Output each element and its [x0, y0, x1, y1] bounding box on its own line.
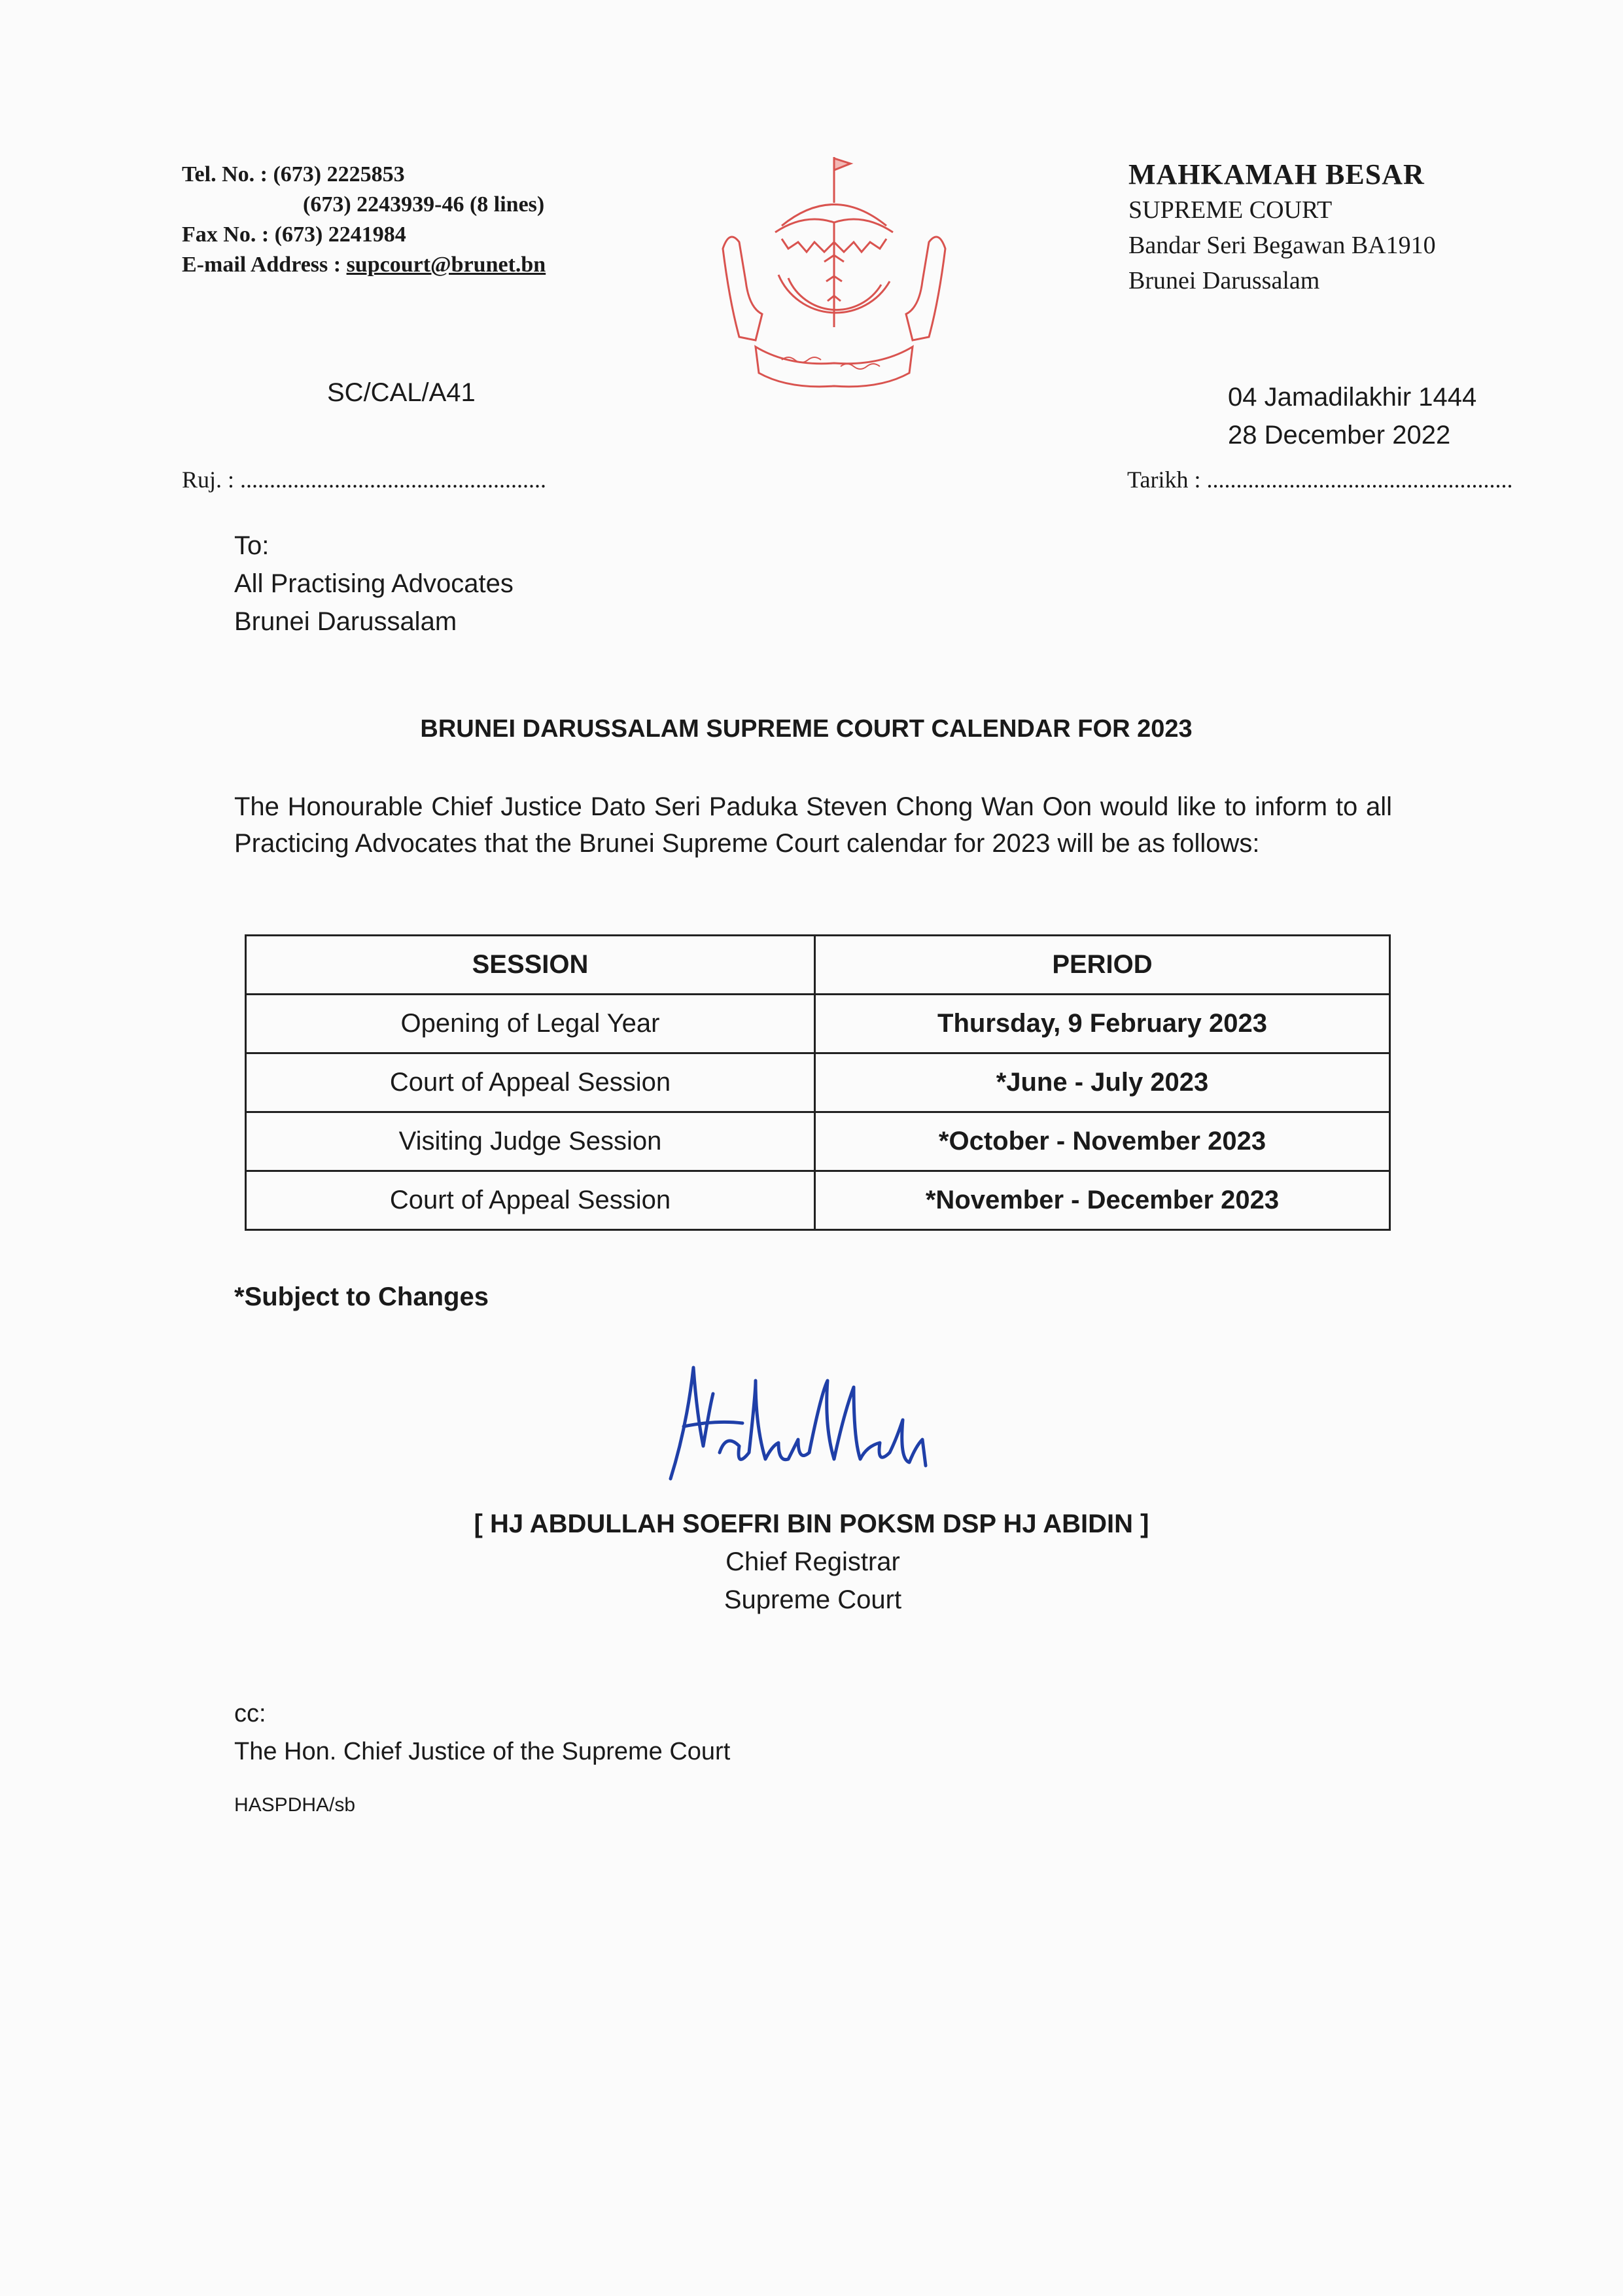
table-row — [246, 1112, 1390, 1171]
fax-line: Fax No. : (673) 2241984 — [182, 222, 406, 247]
cc-recipient: The Hon. Chief Justice of the Supreme Court — [234, 1738, 731, 1765]
cc-block — [234, 1695, 730, 1771]
session-cell: Visiting Judge Session — [246, 1112, 815, 1171]
brunei-crest-icon — [710, 150, 958, 399]
reference-initials: HASPDHA/sb — [234, 1794, 356, 1816]
court-address-line: Bandar Seri Begawan BA1910 — [1128, 232, 1436, 259]
date-gregorian: 28 December 2022 — [1228, 421, 1451, 450]
date-hijri: 04 Jamadilakhir 1444 — [1228, 383, 1477, 412]
subject-to-changes-note: *Subject to Changes — [234, 1282, 489, 1311]
letter-dates — [1228, 378, 1476, 454]
table-row — [246, 1171, 1390, 1230]
signatory-office: Supreme Court — [724, 1585, 902, 1614]
document-title — [0, 715, 1623, 743]
telephone-line-2: (673) 2243939-46 (8 lines) — [303, 192, 545, 217]
period-cell: *October - November 2023 — [815, 1112, 1390, 1171]
table-row — [246, 995, 1390, 1053]
signatory-name: [ HJ ABDULLAH SOEFRI BIN POKSM DSP HJ ABIDIN ] — [474, 1510, 1149, 1538]
email-label: E-mail Address : — [182, 253, 347, 277]
period-cell: Thursday, 9 February 2023 — [815, 995, 1390, 1053]
period-cell: *November - December 2023 — [815, 1171, 1390, 1230]
session-cell: Opening of Legal Year — [246, 995, 815, 1053]
session-cell: Court of Appeal Session — [246, 1171, 815, 1230]
table-row — [246, 1053, 1390, 1112]
court-name-english: SUPREME COURT — [1128, 196, 1333, 224]
session-cell: Court of Appeal Session — [246, 1053, 815, 1112]
email-line — [182, 250, 546, 280]
handwritten-signature-icon — [657, 1354, 1024, 1492]
email-address: supcourt@brunet.bn — [346, 253, 546, 277]
addressee-block — [234, 527, 514, 641]
addressee-recipient: All Practising Advocates — [234, 569, 514, 598]
document-title-text: BRUNEI DARUSSALAM SUPREME COURT CALENDAR FOR 2023 — [420, 715, 1193, 743]
court-address-country: Brunei Darussalam — [1128, 267, 1320, 294]
cc-label: cc: — [234, 1700, 266, 1727]
period-cell: *June - July 2023 — [815, 1053, 1390, 1112]
letterhead-contact — [182, 160, 546, 280]
telephone-line: Tel. No. : (673) 2225853 — [182, 162, 405, 186]
header-session: SESSION — [246, 936, 815, 995]
addressee-country: Brunei Darussalam — [234, 607, 457, 636]
reference-code: SC/CAL/A41 — [327, 378, 476, 407]
court-name-malay: MAHKAMAH BESAR — [1128, 158, 1425, 190]
tarikh-field: Tarikh : .................................................... — [1127, 467, 1513, 493]
signatory-block — [0, 1505, 1623, 1619]
addressee-to: To: — [234, 531, 270, 560]
calendar-table — [245, 934, 1391, 1231]
signatory-position: Chief Registrar — [725, 1547, 900, 1576]
ruj-field: Ruj. : .................................................... — [182, 467, 547, 493]
court-address-block — [1128, 157, 1436, 298]
table-header-row — [246, 936, 1390, 995]
header-period: PERIOD — [815, 936, 1390, 995]
body-paragraph: The Honourable Chief Justice Dato Seri Paduka Steven Chong Wan Oon would like to inform to all Practicing Advocates that the Brunei Supreme Court calendar for 2023 will be as follows: — [234, 792, 1392, 858]
